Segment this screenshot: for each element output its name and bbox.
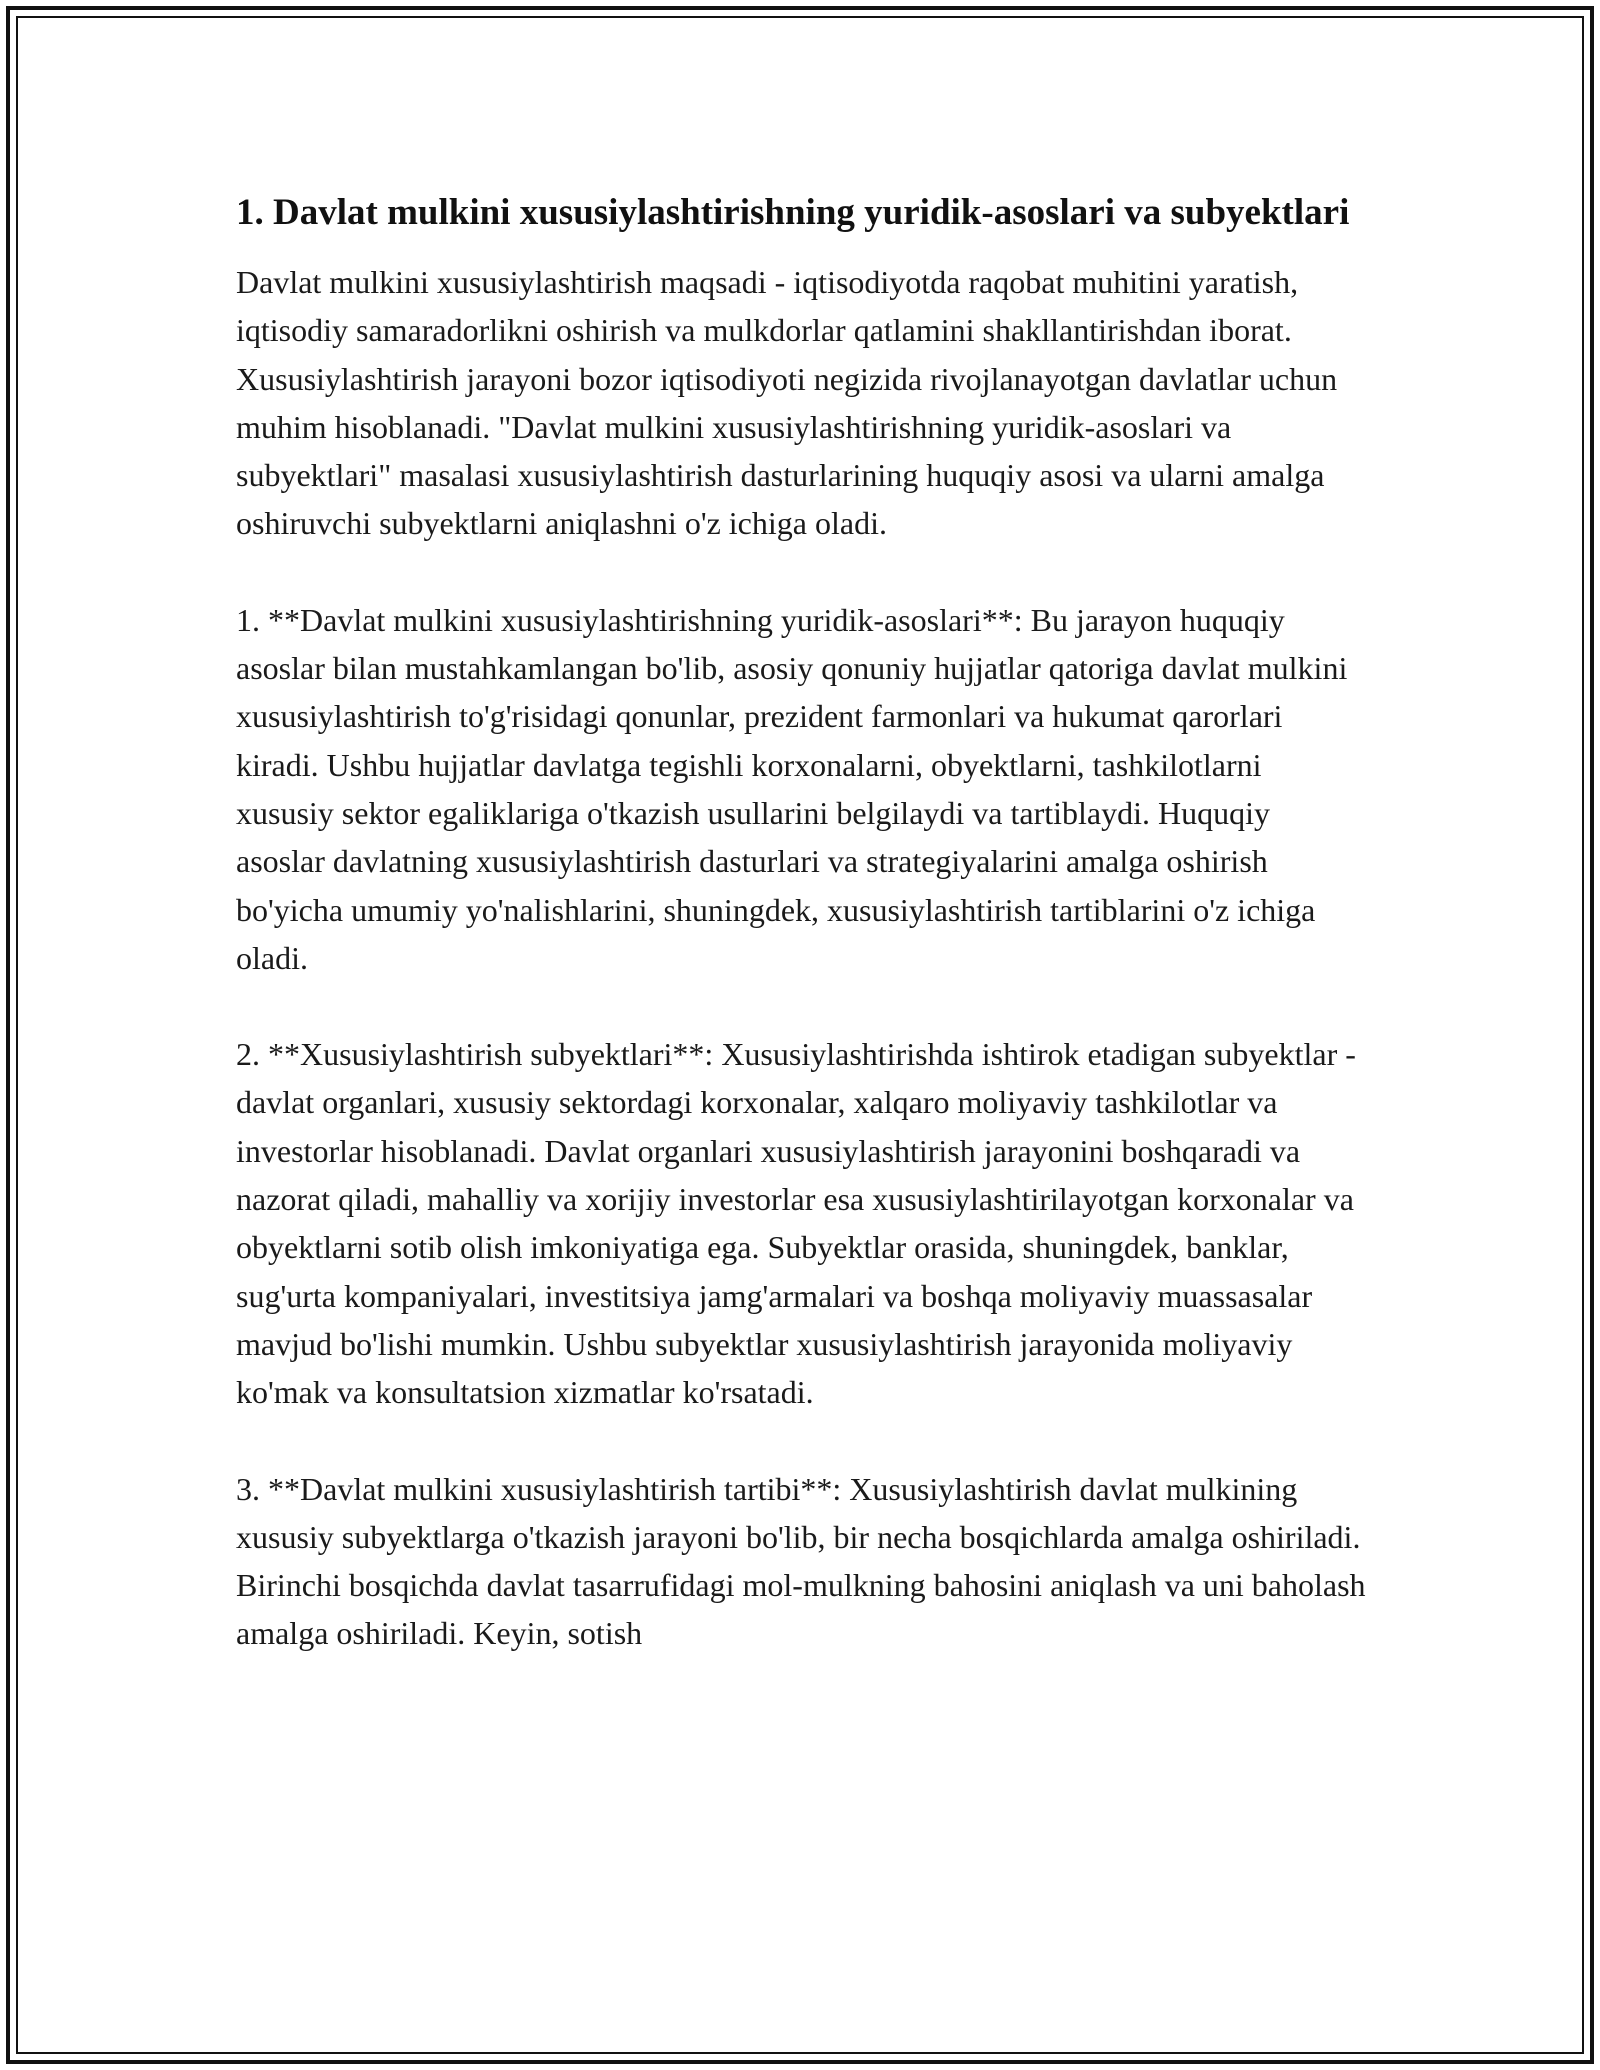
section-heading: 1. Davlat mulkini xususiylashtirishning yuridik-asoslari va subyektlari <box>236 192 1350 233</box>
document-body <box>236 185 1366 1706</box>
legal-basis-paragraph: 1. **Davlat mulkini xususiylashtirishning yuridik-asoslari**: Bu jarayon huquqiy asoslar bilan mustahkamlangan bo'lib, asosiy qonuniy hujjatlar qatoriga davlat mulkini xususiylashtirish to'g'risidagi qonunlar, prezident farmonlari va hukumat qarorlari kiradi. Ushbu hujjatlar davlatga tegishli korxonalarni, obyektlarni, tashkilotlarni xususiy sektor egaliklariga o'tkazish usullarini belgilaydi va tartiblaydi. Huquqiy asoslar davlatning xususiylashtirish dasturlari va strategiyalarini amalga oshirish bo'yicha umumiy yo'nalishlarini, shuningdek, xususiylashtirish tartiblarini o'z ichiga oladi. <box>236 601 1348 976</box>
intro-paragraph: Davlat mulkini xususiylashtirish maqsadi - iqtisodiyotda raqobat muhitini yaratish, iqtisodiy samaradorlikni oshirish va mulkdorlar qatlamini shakllantirishdan iborat. Xususiylashtirish jarayoni bozor iqtisodiyoti negizida rivojlanayotgan davlatlar uchun muhim hisoblanadi. "Davlat mulkini xususiylashtirishning yuridik-asoslari va subyektlari" masalasi xususiylashtirish dasturlarining huquqiy asosi va ularni amalga oshiruvchi subyektlarni aniqlashni o'z ichiga oladi. <box>236 264 1338 542</box>
procedure-paragraph: 3. **Davlat mulkini xususiylashtirish tartibi**: Xususiylashtirish davlat mulkining xususiy subyektlarga o'tkazish jarayoni bo'lib, bir necha bosqichlarda amalga oshiriladi. Birinchi bosqichda davlat tasarrufidagi mol-mulkning bahosini aniqlash va uni baholash amalga oshiriladi. Keyin, sotish <box>236 1470 1366 1652</box>
subjects-paragraph: 2. **Xususiylashtirish subyektlari**: Xususiylashtirishda ishtirok etadigan subyektlar - davlat organlari, xususiy sektordagi korxonalar, xalqaro moliyaviy tashkilotlar va investorlar hisoblanadi. Davlat organlari xususiylashtirish jarayonini boshqaradi va nazorat qiladi, mahalliy va xorijiy investorlar esa xususiylashtirilayotgan korxonalar va obyektlarni sotib olish imkoniyatiga ega. Subyektlar orasida, shuningdek, banklar, sug'urta kompaniyalari, investitsiya jamg'armalari va boshqa moliyaviy muassasalar mavjud bo'lishi mumkin. Ushbu subyektlar xususiylashtirish jarayonida moliyaviy ko'mak va konsultatsion xizmatlar ko'rsatadi. <box>236 1036 1356 1411</box>
